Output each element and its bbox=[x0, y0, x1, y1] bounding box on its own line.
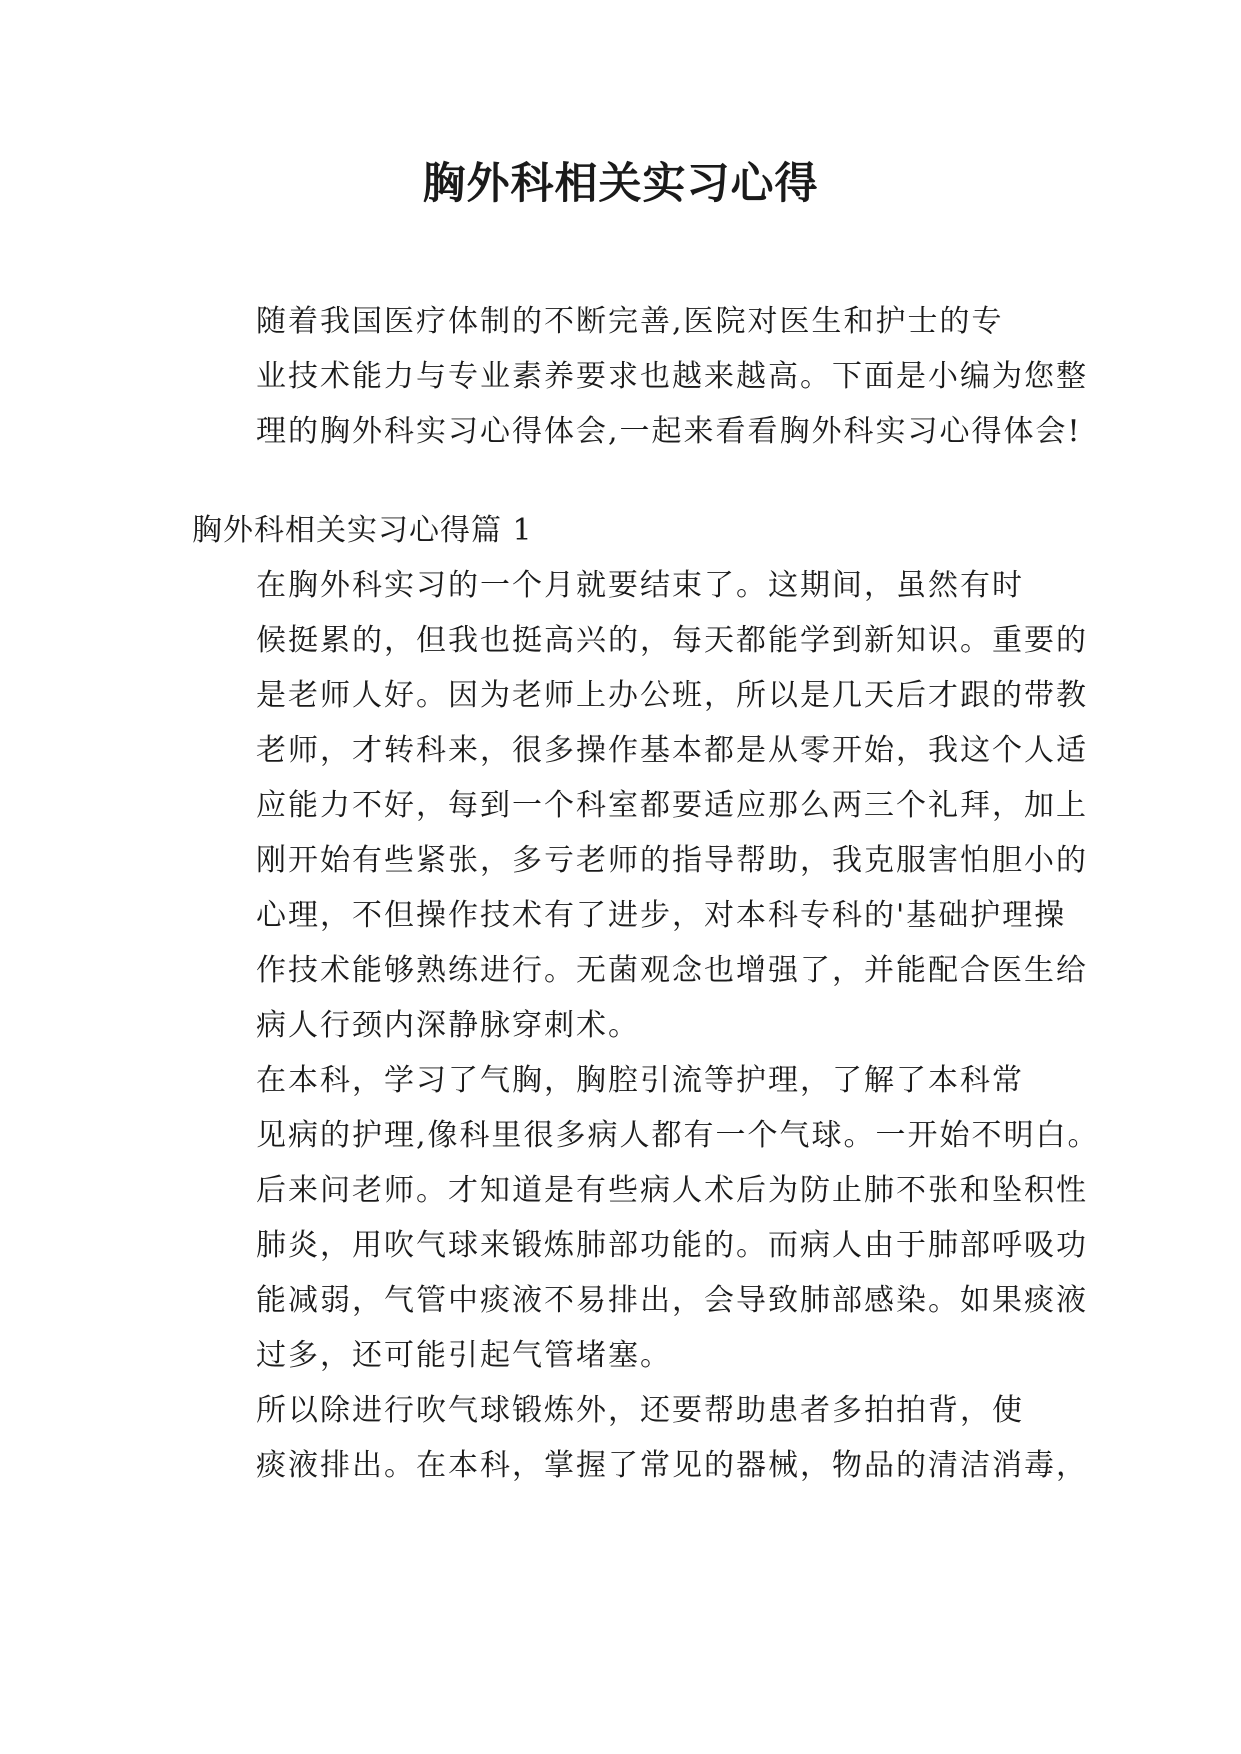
paragraph-line: 过多，还可能引起气管堵塞。 bbox=[256, 1338, 672, 1373]
section-heading: 胸外科相关实习心得篇 1 bbox=[192, 513, 533, 548]
body-paragraph-1 bbox=[192, 558, 1088, 1053]
paragraph-line: 在本科，学习了气胸，胸腔引流等护理，了解了本科常 bbox=[256, 1063, 1024, 1098]
paragraph-line: 病人行颈内深静脉穿刺术。 bbox=[256, 1008, 640, 1043]
paragraph-line: 肺炎，用吹气球来锻炼肺部功能的。而病人由于肺部呼吸功 bbox=[256, 1228, 1088, 1263]
paragraph-line: 痰液排出。在本科，掌握了常见的器械，物品的清洁消毒， bbox=[256, 1448, 1088, 1483]
paragraph-line: 老师，才转科来，很多操作基本都是从零开始，我这个人适 bbox=[256, 733, 1088, 768]
body-paragraph-3 bbox=[192, 1383, 1088, 1493]
intro-line: 理的胸外科实习心得体会,一起来看看胸外科实习心得体会! bbox=[256, 414, 1082, 449]
intro-line: 随着我国医疗体制的不断完善,医院对医生和护士的专 bbox=[256, 304, 1004, 339]
paragraph-line: 刚开始有些紧张，多亏老师的指导帮助，我克服害怕胆小的 bbox=[256, 843, 1088, 878]
paragraph-line: 后来问老师。才知道是有些病人术后为防止肺不张和坠积性 bbox=[256, 1173, 1088, 1208]
paragraph-line: 在胸外科实习的一个月就要结束了。这期间，虽然有时 bbox=[256, 568, 1024, 603]
paragraph-line: 能减弱，气管中痰液不易排出，会导致肺部感染。如果痰液 bbox=[256, 1283, 1088, 1318]
document-title: 胸外科相关实习心得 bbox=[422, 159, 819, 209]
paragraph-line: 作技术能够熟练进行。无菌观念也增强了，并能配合医生给 bbox=[256, 953, 1088, 988]
paragraph-line: 应能力不好，每到一个科室都要适应那么两三个礼拜，加上 bbox=[256, 788, 1088, 823]
paragraph-line: 见病的护理,像科里很多病人都有一个气球。一开始不明白。 bbox=[256, 1118, 1100, 1153]
paragraph-line: 是老师人好。因为老师上办公班，所以是几天后才跟的带教 bbox=[256, 678, 1088, 713]
body-paragraph-2 bbox=[192, 1053, 1100, 1383]
paragraph-line: 候挺累的，但我也挺高兴的，每天都能学到新知识。重要的 bbox=[256, 623, 1088, 658]
document-body bbox=[192, 294, 1100, 1493]
intro-paragraph bbox=[192, 294, 1088, 459]
paragraph-line: 所以除进行吹气球锻炼外，还要帮助患者多拍拍背，使 bbox=[256, 1393, 1024, 1428]
paragraph-line: 心理，不但操作技术有了进步，对本科专科的'基础护理操 bbox=[256, 898, 1067, 933]
intro-line: 业技术能力与专业素养要求也越来越高。下面是小编为您整 bbox=[256, 359, 1088, 394]
